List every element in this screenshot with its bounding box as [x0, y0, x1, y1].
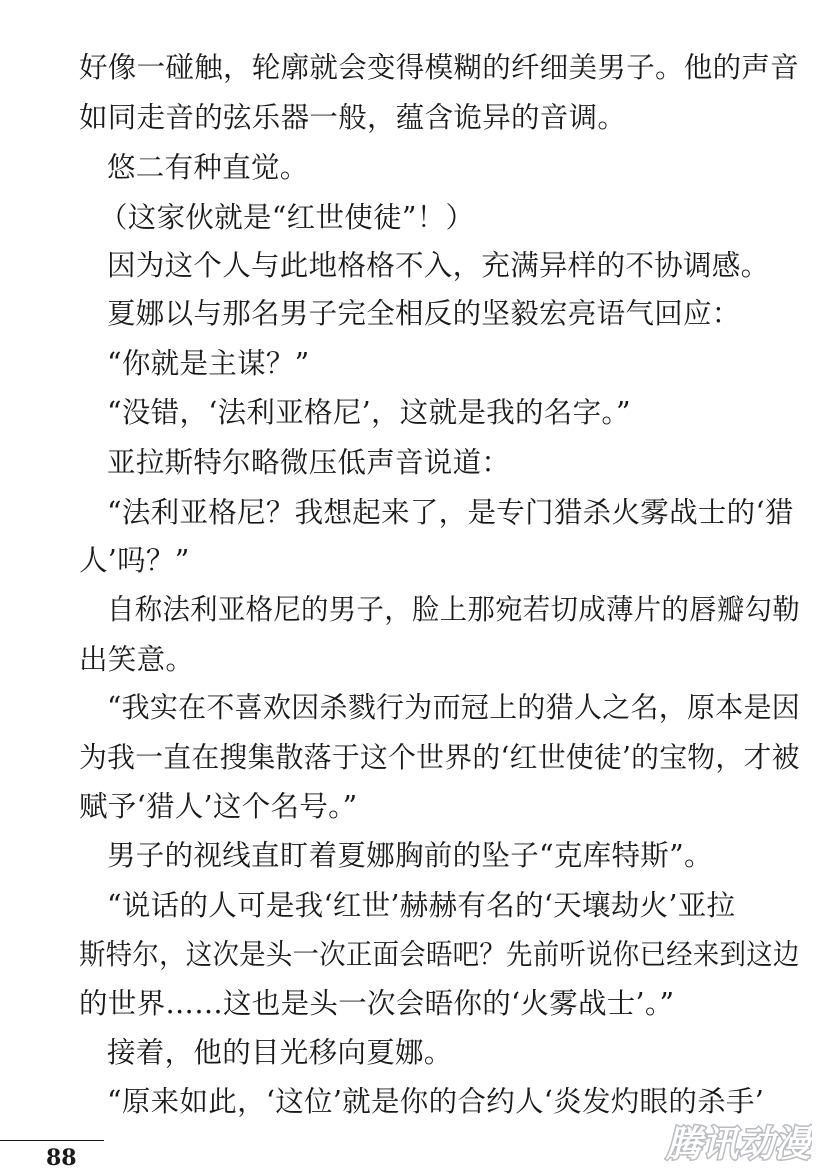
page-number: 88: [46, 1145, 77, 1171]
text-line: 的世界……这也是头一次会晤你的‘火雾战士’。”: [79, 987, 675, 1020]
text-line: 夏娜以与那名男子完全相反的坚毅宏亮语气回应：: [107, 297, 741, 330]
footer-rule: [0, 1140, 104, 1141]
text-line: 人’吗？”: [79, 544, 190, 577]
text-line: （这家伙就是“红世使徒”！）: [99, 201, 475, 234]
text-line: “法利亚格尼？我想起来了，是专门猎杀火雾战士的‘猎: [107, 496, 794, 529]
text-line: 出笑意。: [79, 643, 195, 676]
watermark-logo: [662, 1116, 812, 1166]
text-line: 悠二有种直觉。: [107, 151, 309, 184]
text-line: 斯特尔，这次是头一次正面会晤吧？先前听说你已经来到这边: [79, 938, 800, 971]
text-line: 接着，他的目光移向夏娜。: [107, 1036, 453, 1069]
text-line: 因为这个人与此地格格不入，充满异样的不协调感。: [107, 249, 770, 282]
text-line: “原来如此，‘这位’就是你的合约人‘炎发灼眼的杀手’: [107, 1085, 765, 1118]
text-line: 如同走音的弦乐器一般，蕴含诡异的音调。: [79, 101, 627, 134]
text-line: “我实在不喜欢因杀戮行为而冠上的猎人之名，原本是因: [107, 691, 801, 724]
text-line: 亚拉斯特尔略微压低声音说道：: [107, 446, 511, 479]
text-line: 好像一碰触，轮廓就会变得模糊的纤细美男子。他的声音: [79, 51, 800, 84]
watermark-text: 腾讯动漫: [666, 1124, 811, 1165]
text-line: 自称法利亚格尼的男子，脸上那宛若切成薄片的唇瓣勾勒: [107, 593, 801, 626]
text-line: 为我一直在搜集散落于这个世界的‘红世使徒’的宝物，才被: [79, 741, 800, 774]
text-line: 赋予‘猎人’这个名号。”: [79, 790, 358, 823]
text-line: “说话的人可是我‘红世’赫赫有名的‘天壤劫火’亚拉: [107, 889, 736, 922]
text-line: 男子的视线直盯着夏娜胸前的坠子“克库特斯”。: [107, 839, 713, 872]
text-line: “你就是主谋？”: [107, 347, 310, 380]
text-line: “没错，‘法利亚格尼’，这就是我的名字。”: [107, 396, 631, 429]
